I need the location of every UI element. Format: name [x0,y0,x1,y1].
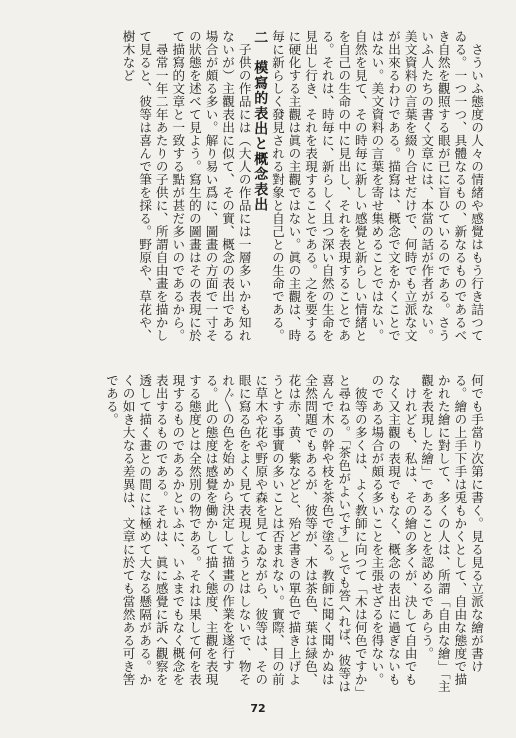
paragraph: 何でも手當り次第に書く。見る見る立派な繪が書ける。繪の上手下手は兎もかくとして、自由な態度で描かれた繪に對して、多くの人は、所謂「自由な繪」「主觀を表現した繪」であることを認めるであらう。 [419,374,484,693]
lower-text-column [34,374,484,696]
paragraph: 彼等の多くは、よく教師に向つて「木は何色ですか」と尋ねる。「茶色がよいです」とでも答へれば、彼等は喜んで木の幹や枝を茶色で塗る。教師に聞く聞かぬは全然問題でもあるが、彼等が、木は茶色、葉は緑色、花は赤、黄、紫などと、殆ど書きの單色で描き上げようとする事實の多いことは否まれない。實際、目の前に草木や花や野原や森を見てゐながら、彼等は、その眼に寫る色をよく見て表現しようとはしないで、物それ〴〵の色を始めから決定して描畫の作業を遂行する。此の態度は感覺を働かして描く態度、主觀を表現する態度とは全然別の物である。それは果して何を表現するものであるかといふに、いふまでもなく概念を表出するものである。それは、眞に感覺に訴へ觀察を透して描く畫との間には極めて大なる懸隔がある。かくの如き大なる差異は、文章に於ても當然ある可き筈である。 [103,374,368,693]
page-number: 72 [250,702,266,715]
section-heading: 二 模寫的表出と概念表出 [252,30,269,213]
upper-text-column [34,30,484,352]
paragraph: 尋常一年二年あたりの子供に、所謂自由畫を描かして見ると、彼等は喜んで筆を採る。野原や、草花や、樹木など [120,30,169,342]
paragraph: けれども、私は、その繪の多くが、決して自由でもなく又主觀の表現でもなく、概念の表出に過ぎないものである場合が頗る多いことを主張せざるを得ない。 [369,374,418,686]
paragraph: 子供の作品には（大人の作品には一層多いかも知れないが）主觀表出に似て、その實、概念の表出である場合が頗る多い。解り易い爲に、圖畫の方面で一寸その狀態を述べて見よう。寫生的の圖畫はその表現に於て描寫的文章と一致する點が甚だ多いのであるから。 [170,30,252,342]
paragraph: さういふ態度の人々の情緒や感覺はもう行き詰つてゐる。一つ一つ、具體なるもの、新なるものであるべき自然を觀照する眼が已に盲ひているのである。さういふ人たちの書く文章には、本當の話が作者がない。美文資料の言葉を綴り合せだけで、何時でも立派な文が出來るわけである。描寫は、概念で文をかくことではない。美文資料の言葉を寄せ集めることではない。自然を見て、その時毎に新しい感覺と新らしい情緒とを自己の生命の中に見出し、それを表現することである。それは、時毎に、新らしく且つ深い自然の生命を見出し行き、それを表現することである。之を要するに硬化する主觀は眞の主觀ではない。眞の主觀は、時毎に新らしく發見される對象と自己との生命である。 [269,30,484,342]
